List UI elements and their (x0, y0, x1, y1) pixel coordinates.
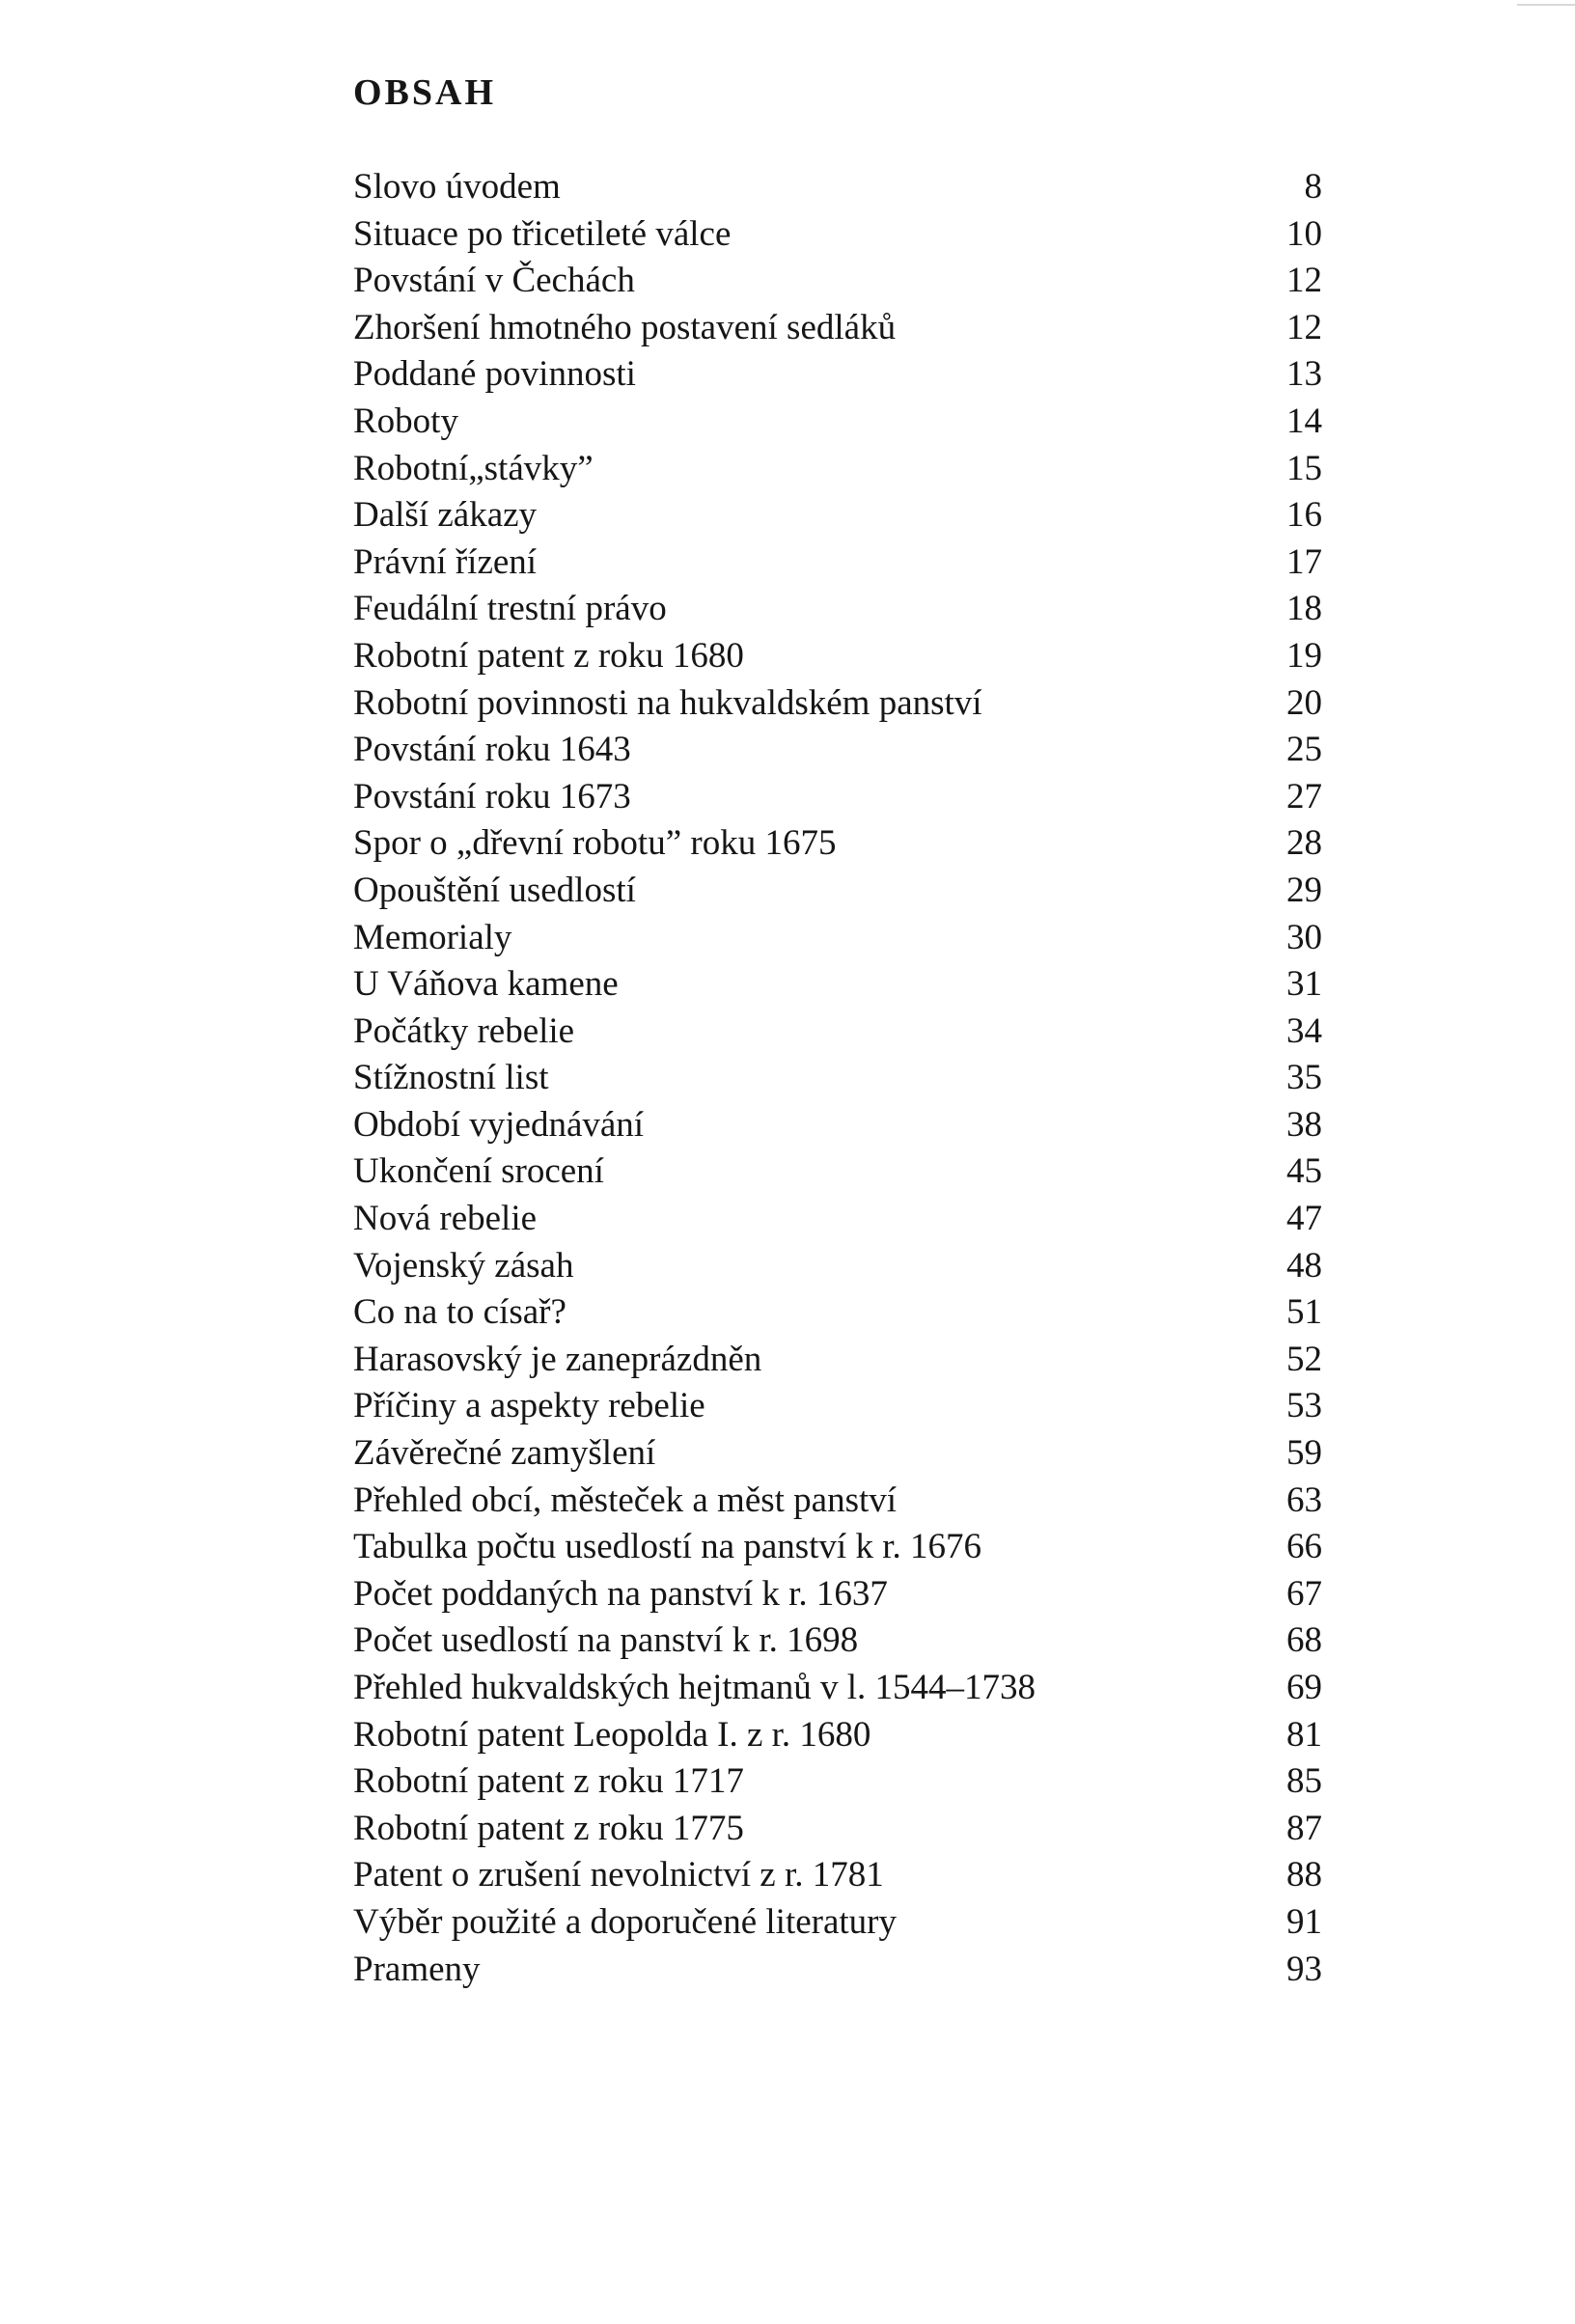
toc-entry (353, 1243, 1322, 1290)
toc-entry-title: Příčiny a aspekty rebelie (353, 1386, 705, 1426)
toc-entry (353, 1618, 1322, 1665)
toc-entry-title: Robotní„stávky” (353, 448, 594, 488)
toc-entry-page-number: 93 (1286, 1949, 1322, 1989)
toc-entry-title: Tabulka počtu usedlostí na panství k r. 1676 (353, 1527, 981, 1567)
toc-entry-title: Robotní patent z roku 1717 (353, 1761, 744, 1802)
toc-entry-page-number: 10 (1286, 213, 1322, 254)
toc-entry-page-number: 30 (1286, 917, 1322, 957)
toc-entry (353, 211, 1322, 259)
toc-entry-page-number: 91 (1286, 1901, 1322, 1942)
toc-entry-title: Právní řízení (353, 541, 538, 582)
toc-entry-page-number: 66 (1286, 1527, 1322, 1567)
toc-entry-title: Výběr použité a doporučené literatury (353, 1901, 897, 1942)
toc-entry-page-number: 17 (1286, 541, 1322, 582)
toc-entry-title: Memorialy (353, 917, 512, 957)
toc-entry (353, 305, 1322, 352)
toc-entry (353, 1009, 1322, 1056)
toc-entry (353, 1383, 1322, 1430)
toc-entry-page-number: 35 (1286, 1058, 1322, 1098)
toc-entry-title: Počet poddaných na panství k r. 1637 (353, 1573, 888, 1614)
toc-entry (353, 446, 1322, 493)
toc-entry-title: Počátky rebelie (353, 1010, 575, 1051)
toc-entry-title: Přehled obcí, městeček a měst panství (353, 1480, 898, 1520)
toc-entry (353, 680, 1322, 728)
toc-entry-title: Přehled hukvaldských hejtmanů v l. 1544–1738 (353, 1668, 1036, 1707)
toc-entry-page-number: 67 (1286, 1573, 1322, 1614)
toc-entry-title: Patent o zrušení nevolnictví z r. 1781 (353, 1855, 884, 1895)
toc-entry (353, 1852, 1322, 1899)
toc-entry-page-number: 14 (1286, 401, 1322, 441)
toc-entry-page-number: 52 (1286, 1339, 1322, 1379)
toc-entry-title: Robotní povinnosti na hukvaldském panství (353, 682, 982, 723)
toc-entry-page-number: 28 (1286, 823, 1322, 864)
table-of-contents (353, 164, 1322, 1993)
toc-entry (353, 399, 1322, 446)
toc-entry (353, 820, 1322, 868)
toc-entry-title: Slovo úvodem (353, 167, 561, 207)
toc-entry-page-number: 87 (1286, 1808, 1322, 1848)
toc-entry-title: Ukončení srocení (353, 1151, 604, 1192)
toc-entry-title: Poddané povinnosti (353, 354, 636, 395)
toc-entry (353, 915, 1322, 962)
toc-entry-title: Stížnostní list (353, 1058, 549, 1098)
toc-entry (353, 727, 1322, 774)
toc-entry-page-number: 8 (1304, 167, 1322, 207)
toc-entry-page-number: 63 (1286, 1480, 1322, 1520)
toc-entry-title: Robotní patent z roku 1775 (353, 1808, 744, 1848)
toc-entry (353, 1899, 1322, 1947)
toc-entry-page-number: 25 (1286, 730, 1322, 770)
toc-entry (353, 1196, 1322, 1243)
toc-entry (353, 633, 1322, 680)
toc-entry (353, 1102, 1322, 1149)
toc-entry-page-number: 16 (1286, 495, 1322, 536)
toc-entry-title: Povstání roku 1673 (353, 776, 631, 816)
toc-entry-title: Robotní patent Leopolda I. z r. 1680 (353, 1714, 871, 1755)
toc-entry (353, 164, 1322, 211)
scan-edge-mark (1517, 4, 1575, 6)
toc-entry-page-number: 59 (1286, 1433, 1322, 1474)
toc-entry (353, 1947, 1322, 1994)
toc-entry (353, 351, 1322, 399)
toc-entry-page-number: 51 (1286, 1292, 1322, 1333)
toc-entry-page-number: 45 (1286, 1151, 1322, 1192)
toc-entry-title: Závěrečné zamyšlení (353, 1433, 656, 1474)
toc-entry (353, 258, 1322, 305)
toc-entry-title: Další zákazy (353, 495, 538, 536)
page-title: OBSAH (353, 72, 497, 113)
toc-entry-page-number: 81 (1286, 1714, 1322, 1755)
toc-entry-page-number: 12 (1286, 261, 1322, 301)
toc-entry-page-number: 68 (1286, 1620, 1322, 1661)
toc-entry (353, 774, 1322, 821)
toc-entry (353, 961, 1322, 1009)
toc-entry-title: Nová rebelie (353, 1199, 538, 1239)
toc-entry-title: Spor o „dřevní robotu” roku 1675 (353, 823, 837, 864)
toc-entry-page-number: 18 (1286, 589, 1322, 629)
toc-entry-title: Prameny (353, 1949, 481, 1989)
toc-entry (353, 1524, 1322, 1571)
toc-entry (353, 1148, 1322, 1196)
toc-entry-page-number: 47 (1286, 1199, 1322, 1239)
toc-entry-page-number: 48 (1286, 1245, 1322, 1286)
toc-entry (353, 492, 1322, 540)
toc-entry-page-number: 19 (1286, 635, 1322, 676)
toc-entry-title: U Váňova kamene (353, 964, 619, 1005)
toc-entry-page-number: 27 (1286, 776, 1322, 816)
toc-entry-title: Robotní patent z roku 1680 (353, 635, 744, 676)
toc-entry-title: Povstání v Čechách (353, 261, 635, 301)
toc-entry (353, 1337, 1322, 1384)
toc-entry-title: Situace po třicetileté válce (353, 213, 732, 254)
toc-entry (353, 1478, 1322, 1525)
toc-entry (353, 1289, 1322, 1337)
toc-entry-page-number: 69 (1286, 1668, 1322, 1707)
toc-entry-title: Roboty (353, 401, 458, 441)
toc-entry-title: Vojenský zásah (353, 1245, 574, 1286)
toc-entry-title: Harasovský je zaneprázdněn (353, 1339, 762, 1379)
toc-entry-page-number: 29 (1286, 870, 1322, 910)
toc-entry (353, 1712, 1322, 1759)
toc-entry-title: Feudální trestní právo (353, 589, 667, 629)
toc-entry-title: Povstání roku 1643 (353, 730, 631, 770)
toc-entry-page-number: 31 (1286, 964, 1322, 1005)
toc-entry-title: Zhoršení hmotného postavení sedláků (353, 307, 897, 347)
toc-entry-page-number: 85 (1286, 1761, 1322, 1802)
toc-entry (353, 1430, 1322, 1478)
toc-entry (353, 1571, 1322, 1618)
toc-entry-title: Co na to císař? (353, 1292, 566, 1333)
toc-entry (353, 1055, 1322, 1102)
toc-entry (353, 1758, 1322, 1806)
toc-entry-title: Období vyjednávání (353, 1104, 645, 1145)
toc-entry-page-number: 15 (1286, 448, 1322, 488)
toc-entry-title: Počet usedlostí na panství k r. 1698 (353, 1620, 859, 1661)
toc-entry-page-number: 38 (1286, 1104, 1322, 1145)
toc-entry (353, 1806, 1322, 1853)
toc-entry (353, 540, 1322, 587)
toc-entry-title: Opouštění usedlostí (353, 870, 636, 910)
toc-entry-page-number: 20 (1286, 682, 1322, 723)
toc-entry-page-number: 13 (1286, 354, 1322, 395)
toc-entry (353, 586, 1322, 633)
toc-entry-page-number: 53 (1286, 1386, 1322, 1426)
toc-entry-page-number: 34 (1286, 1010, 1322, 1051)
toc-entry-page-number: 88 (1286, 1855, 1322, 1895)
toc-entry (353, 868, 1322, 915)
toc-entry-page-number: 12 (1286, 307, 1322, 347)
toc-entry (353, 1665, 1322, 1712)
